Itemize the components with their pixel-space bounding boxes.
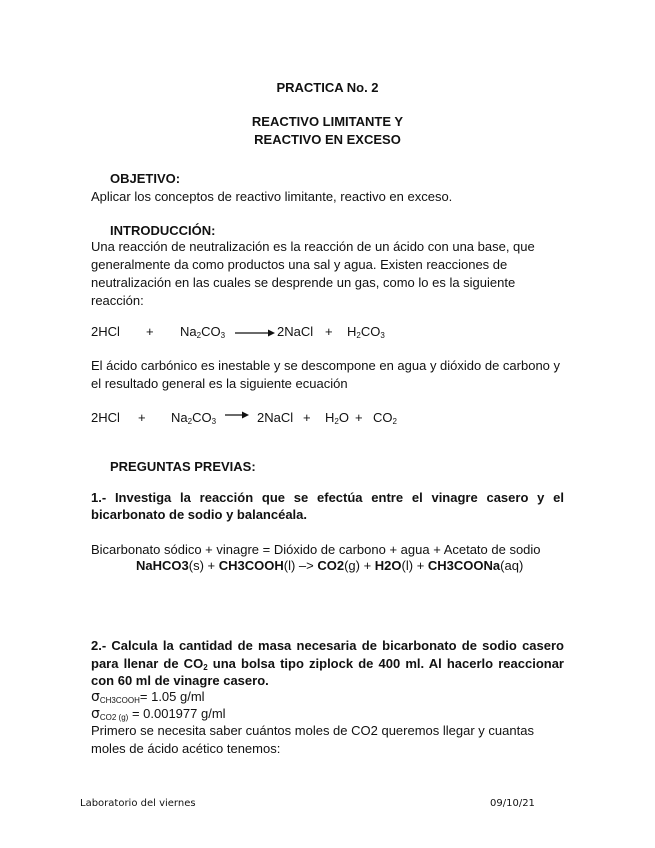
eq1-product-nacl: 2NaCl bbox=[277, 324, 314, 339]
question-1-answer-words: Bicarbonato sódico + vinagre = Dióxido de carbono + agua + Acetato de sodio bbox=[91, 542, 541, 557]
question-2-line-2: para llenar de $CO_2$ una bolsa tipo ziplock de 400 ml. Al hacerlo reaccionar bbox=[91, 656, 564, 672]
question-2-line-1: 2.- Calcula la cantidad de masa necesaria de bicarbonato de sodio casero bbox=[91, 638, 564, 653]
equation-1 bbox=[91, 323, 511, 341]
density-acetic-acid: $\sigma_{CH3COOH}= 1.05$ g/ml bbox=[91, 689, 205, 705]
objetivo-heading: OBJETIVO: bbox=[110, 171, 181, 186]
question-1-balanced-equation: NaHCO3(s) + CH3COOH(l) –> CO2(g) + H2O(l) + CH3COONa(aq) bbox=[136, 558, 524, 573]
preguntas-heading: PREGUNTAS PREVIAS: bbox=[110, 459, 256, 474]
objetivo-text: Aplicar los conceptos de reactivo limitante, reactivo en exceso. bbox=[91, 189, 453, 204]
introduccion-paragraph bbox=[91, 238, 535, 310]
eq2-reaction-arrow-icon bbox=[225, 410, 249, 420]
subtitle-line-1: REACTIVO LIMITANTE Y bbox=[251, 114, 404, 129]
eq1-reaction-arrow-icon bbox=[235, 328, 275, 338]
equation-2 bbox=[91, 409, 511, 427]
question-1-line-2: bicarbonato de sodio y balancéala. bbox=[91, 507, 308, 522]
eq1-plus: + bbox=[146, 324, 154, 339]
eq2-plus: + bbox=[303, 410, 311, 425]
eq2-reactant-hcl: 2HCl bbox=[91, 410, 120, 425]
page-title: PRACTICA No. 2 bbox=[276, 80, 379, 95]
density-symbol: σ bbox=[91, 689, 100, 705]
eq2-product-co2: $CO_2$ bbox=[373, 410, 397, 426]
introduccion-line: reacción: bbox=[91, 293, 144, 308]
eq2-plus: + bbox=[138, 410, 146, 425]
introduccion-line: Una reacción de neutralización es la reacción de un ácido con una base, que bbox=[91, 239, 535, 254]
question-2-text-line-2: moles de ácido acético tenemos: bbox=[91, 741, 281, 756]
eq1-plus: + bbox=[325, 324, 333, 339]
eq1-reactant-hcl: 2HCl bbox=[91, 324, 120, 339]
density-symbol: σ bbox=[91, 706, 100, 722]
question-2-text-line-1: Primero se necesita saber cuántos moles de CO2 queremos llegar y cuantas bbox=[91, 723, 534, 738]
intro-middle-line: el resultado general es la siguiente ecuación bbox=[91, 376, 348, 391]
introduccion-line: neutralización en las cuales se desprende un gas, como lo es la siguiente bbox=[91, 275, 516, 290]
footer-date: 09/10/21 bbox=[490, 798, 535, 809]
footer-left: Laboratorio del viernes bbox=[80, 798, 196, 809]
eq2-reactant-na2co3: $Na_2CO_3$ bbox=[171, 410, 217, 426]
eq1-reactant-na2co3: $Na_2CO_3$ bbox=[180, 324, 226, 340]
subtitle-line-2: REACTIVO EN EXCESO bbox=[254, 132, 401, 147]
eq2-product-h2o: $H_2O$ bbox=[325, 410, 349, 426]
intro-middle-paragraph bbox=[91, 357, 560, 393]
introduccion-heading: INTRODUCCIÓN: bbox=[110, 223, 216, 238]
eq1-product-h2co3: $H_2CO_3$ bbox=[347, 324, 385, 340]
question-1-line-1: 1.- Investiga la reacción que se efectúa entre el vinagre casero y el bbox=[91, 490, 564, 505]
intro-middle-line: El ácido carbónico es inestable y se descompone en agua y dióxido de carbono y bbox=[91, 358, 561, 373]
eq2-product-nacl: 2NaCl bbox=[257, 410, 294, 425]
question-2-line-3: con 60 ml de vinagre casero. bbox=[91, 673, 269, 688]
density-co2: $\sigma_{CO2 (g)} = 0.001977$ g/ml bbox=[91, 706, 226, 722]
introduccion-line: generalmente da como productos una sal y agua. Existen reacciones de bbox=[91, 257, 508, 272]
eq2-plus: + bbox=[355, 410, 363, 425]
